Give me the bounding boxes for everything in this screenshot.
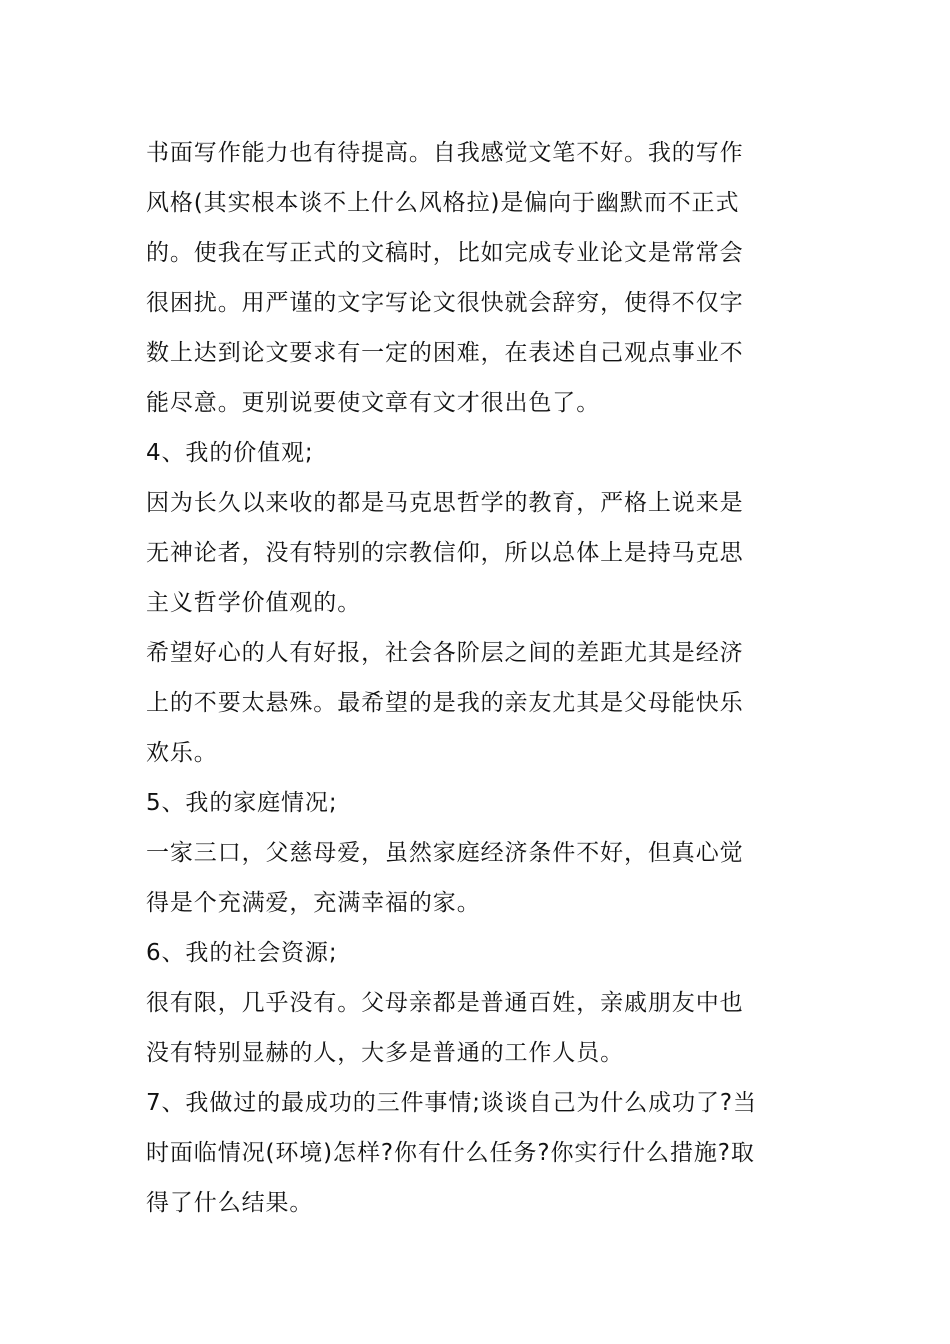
section-heading: 4、我的价值观; bbox=[146, 440, 314, 466]
text-line: 能尽意。更别说要使文章有文才很出色了。 bbox=[146, 390, 601, 416]
text-line: 得是个充满爱，充满幸福的家。 bbox=[146, 890, 481, 916]
text-line: 无神论者，没有特别的宗教信仰，所以总体上是持马克思 bbox=[146, 540, 744, 566]
section-heading: 5、我的家庭情况; bbox=[146, 790, 338, 816]
document-body bbox=[146, 128, 806, 1228]
text-line: 一家三口，父慈母爱，虽然家庭经济条件不好，但真心觉 bbox=[146, 840, 744, 866]
text-line: 书面写作能力也有待提高。自我感觉文笔不好。我的写作 bbox=[146, 140, 744, 166]
text-line: 得了什么结果。 bbox=[146, 1190, 314, 1216]
text-line: 很有限，几乎没有。父母亲都是普通百姓，亲戚朋友中也 bbox=[146, 990, 744, 1016]
text-line: 风格(其实根本谈不上什么风格拉)是偏向于幽默而不正式 bbox=[146, 190, 740, 216]
text-line: 上的不要太悬殊。最希望的是我的亲友尤其是父母能快乐 bbox=[146, 690, 744, 716]
text-line: 很困扰。用严谨的文字写论文很快就会辞穷，使得不仅字 bbox=[146, 290, 744, 316]
text-line: 希望好心的人有好报，社会各阶层之间的差距尤其是经济 bbox=[146, 640, 744, 666]
text-line: 欢乐。 bbox=[146, 740, 218, 766]
text-line: 没有特别显赫的人，大多是普通的工作人员。 bbox=[146, 1040, 624, 1066]
text-line: 数上达到论文要求有一定的困难，在表述自己观点事业不 bbox=[146, 340, 744, 366]
section-heading: 7、我做过的最成功的三件事情;谈谈自己为什么成功了?当 bbox=[146, 1090, 757, 1116]
text-line: 的。使我在写正式的文稿时，比如完成专业论文是常常会 bbox=[146, 240, 744, 266]
text-line: 因为长久以来收的都是马克思哲学的教育，严格上说来是 bbox=[146, 490, 744, 516]
text-line: 主义哲学价值观的。 bbox=[146, 590, 362, 616]
section-heading: 6、我的社会资源; bbox=[146, 940, 338, 966]
text-line: 时面临情况(环境)怎样?你有什么任务?你实行什么措施?取 bbox=[146, 1140, 755, 1166]
